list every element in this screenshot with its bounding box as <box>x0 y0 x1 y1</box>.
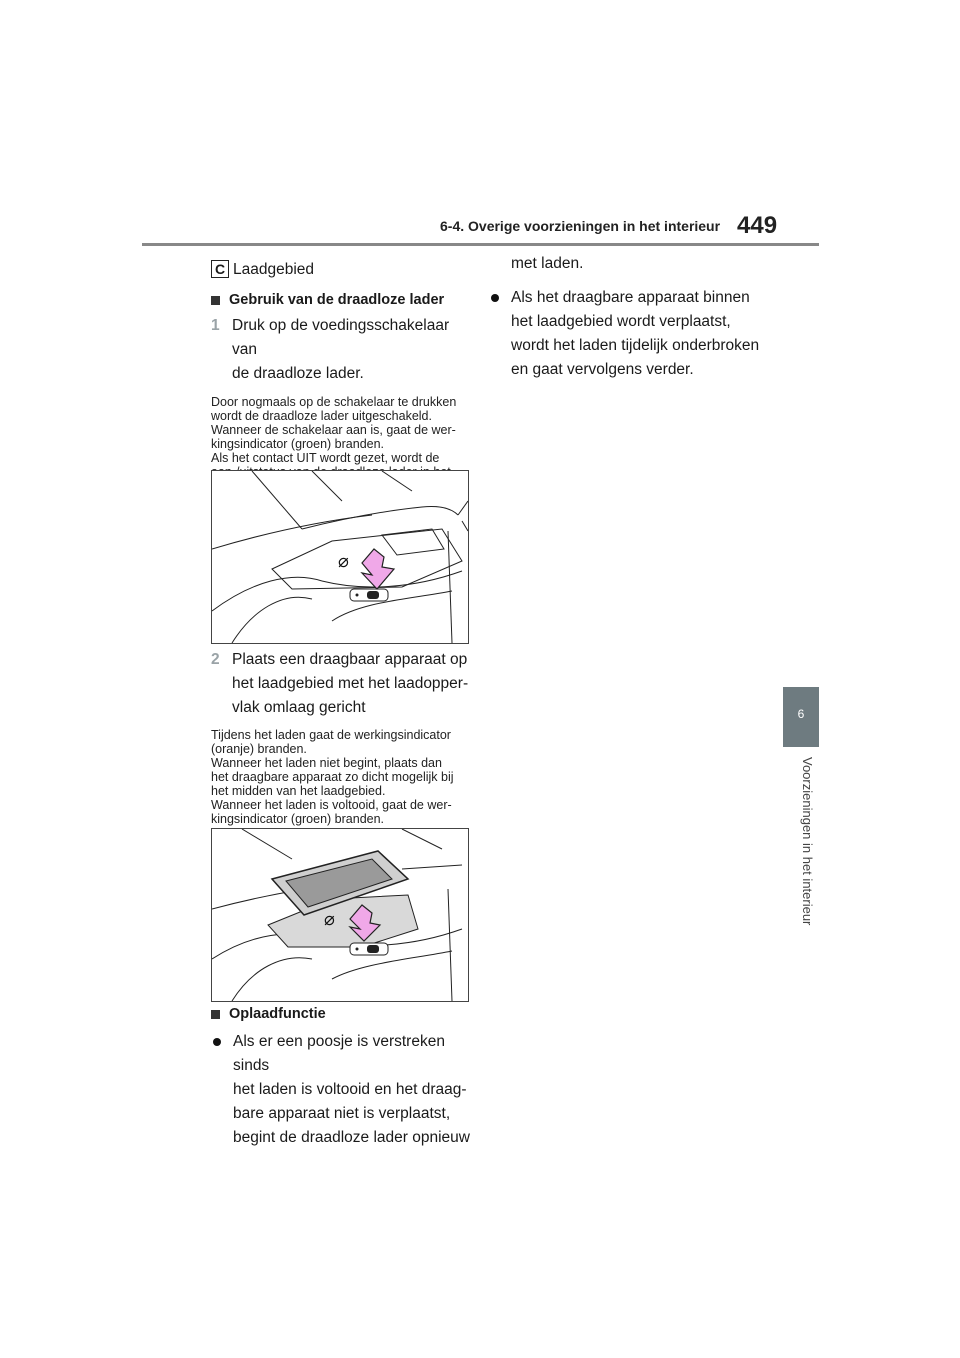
note-line: Tijdens het laden gaat de werkingsindicator <box>211 728 451 742</box>
bullet-line: wordt het laden tijdelijk onderbroken <box>511 337 760 354</box>
note-2 <box>211 728 471 826</box>
note-line: Wanneer het laden is voltooid, gaat de wer- <box>211 798 452 812</box>
callout-legend <box>211 258 471 282</box>
step-text-line: Druk op de voedingsschakelaar van <box>232 317 450 358</box>
bullet-line: Als het draagbare apparaat binnen <box>511 289 750 306</box>
left-column-bottom <box>211 1006 481 1150</box>
step-2 <box>211 648 471 720</box>
page-number: 449 <box>737 212 778 239</box>
bullet-line: bare apparaat niet is verplaatst, <box>233 1105 451 1122</box>
heading-use-text: Gebruik van de draadloze lader <box>229 292 445 308</box>
left-column-top <box>211 258 471 493</box>
continuation-text: met laden. <box>511 255 584 272</box>
bullet-line: en gaat vervolgens verder. <box>511 361 694 378</box>
step-number: 1 <box>211 317 220 334</box>
step-text-line: Plaats een draagbaar apparaat op <box>232 651 468 668</box>
callout-text: Laadgebied <box>233 261 315 278</box>
note-line: kingsindicator (groen) branden. <box>211 437 385 451</box>
step-number: 2 <box>211 651 220 668</box>
svg-text:⌀: ⌀ <box>338 551 349 572</box>
bullet-dot-icon <box>491 294 499 302</box>
note-line: Door nogmaals op de schakelaar te drukken <box>211 395 457 409</box>
chapter-label: Voorzieningen in het interieur <box>800 757 815 926</box>
note-line: Wanneer het laden niet begint, plaats dan <box>211 756 442 770</box>
heading-recharge <box>211 1006 481 1022</box>
header-divider <box>142 243 819 246</box>
bullet-recharge <box>211 1030 481 1150</box>
figure-phone-on-pad <box>211 828 469 1002</box>
bullet-line: begint de draadloze lader opnieuw <box>233 1129 470 1146</box>
section-title: 6-4. Overige voorzieningen in het interieur <box>440 218 721 234</box>
phone-on-pad-illustration <box>212 829 468 1001</box>
note-line: Wanneer de schakelaar aan is, gaat de wer- <box>211 423 456 437</box>
note-line: (oranje) branden. <box>211 742 307 756</box>
step-text-line: het laadgebied met het laadopper- <box>232 675 469 692</box>
bullet-moved <box>489 286 769 382</box>
bullet-line: Als er een poosje is verstreken sinds <box>233 1033 445 1074</box>
square-bullet-icon <box>211 296 220 305</box>
callout-letter: C <box>211 260 229 278</box>
step-1 <box>211 314 471 386</box>
step-text-line: vlak omlaag gericht <box>232 699 366 716</box>
svg-text:⌀: ⌀ <box>324 909 335 930</box>
left-column-middle <box>211 648 471 826</box>
right-column <box>489 252 769 382</box>
bullet-line: het laden is voltooid en het draag- <box>233 1081 467 1098</box>
note-line: Als het contact UIT wordt gezet, wordt de <box>211 451 440 465</box>
charger-switch-illustration <box>212 471 468 643</box>
bullet-dot-icon <box>213 1038 221 1046</box>
bullet-line: het laadgebied wordt verplaatst, <box>511 313 731 330</box>
figure-charger-switch <box>211 470 469 644</box>
note-line: het draagbare apparaat zo dicht mogelijk bij <box>211 770 454 784</box>
chapter-number: 6 <box>797 707 805 721</box>
square-bullet-icon <box>211 1010 220 1019</box>
note-line: het midden van het laadgebied. <box>211 784 386 798</box>
chapter-tab <box>783 687 819 747</box>
note-line: kingsindicator (groen) branden. <box>211 812 385 826</box>
note-line: wordt de draadloze lader uitgeschakeld. <box>211 409 432 423</box>
heading-recharge-text: Oplaadfunctie <box>229 1006 326 1022</box>
heading-use <box>211 292 471 308</box>
step-text-line: de draadloze lader. <box>232 365 364 382</box>
